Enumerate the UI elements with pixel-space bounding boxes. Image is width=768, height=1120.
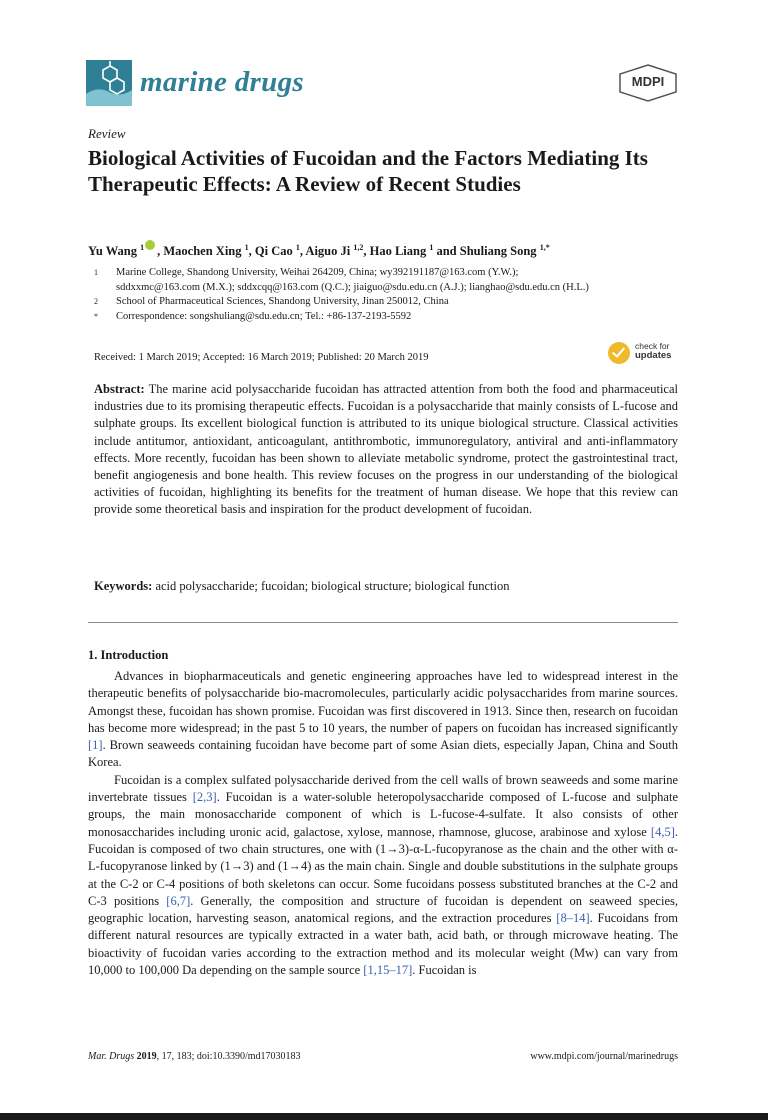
checkmark-icon [608, 342, 630, 364]
abstract [94, 381, 678, 519]
affiliation-row [94, 281, 694, 296]
footer-journal-url[interactable]: www.mdpi.com/journal/marinedrugs [530, 1051, 678, 1062]
article-title: Biological Activities of Fucoidan and the Factors Mediating Its Therapeutic Effects: A Review of Recent Studies [88, 146, 648, 196]
journal-name: marine drugs [140, 66, 304, 98]
affiliation-text: Correspondence: songshuliang@sdu.edu.cn; Tel.: +86-137-2193-5592 [116, 310, 412, 322]
body-text [88, 668, 678, 979]
footer-year: 2019 [136, 1051, 157, 1062]
author-affiliation-mark: 1,* [539, 243, 550, 252]
section-heading: 1. Introduction [88, 648, 169, 662]
affiliation-text: School of Pharmaceutical Sciences, Shandong University, Jinan 250012, China [116, 296, 449, 307]
screen-bottom-bar [0, 1113, 768, 1120]
abstract-label: Abstract: [94, 382, 145, 396]
section-divider [88, 622, 678, 623]
footer-journal-abbrev: Mar. Drugs [88, 1051, 135, 1062]
body-paragraph: Advances in biopharmaceuticals and genetic engineering approaches have led to widespread interest in the therapeutic benefits of polysaccharide bio-macromolecules, particularly acidic polysaccharides from marine sources. Amongst these, fucoidan has shown promise. Fucoidan was first discovered in 1913. Since then, research on fucoidan has become more widespread; in the past 5 to 10 years, the number of papers on fucoidan has increased significantly [1]. Brown seaweeds containing fucoidan have become part of some Asian diets, especially Japan, China and South Korea. [88, 669, 678, 770]
author-name[interactable]: Shuliang Song $^{1,*}$ [459, 243, 550, 259]
keywords-label: Keywords: [94, 579, 153, 593]
check-for-updates-badge[interactable] [608, 341, 678, 367]
check-for-updates-label [635, 341, 685, 361]
keywords-text: acid polysaccharide; fucoidan; biological structure; biological function [155, 579, 510, 593]
affiliation-mark: 2 [94, 297, 98, 306]
keywords [94, 579, 678, 594]
footer-doi: , 17, 183; doi:10.3390/md17030183 [156, 1051, 301, 1062]
publication-dates: Received: 1 March 2019; Accepted: 16 March 2019; Published: 20 March 2019 [94, 352, 429, 363]
affiliation-text: sddxxmc@163.com (M.X.); sddxcqq@163.com (Q.C.); jiaiguo@sdu.edu.cn (A.J.); lianghao@sdu.edu.cn (H.L.) [116, 281, 589, 293]
check-badge-line2: updates [635, 350, 672, 361]
author-affiliation-mark: 1 [429, 243, 434, 252]
body-paragraph: Fucoidan is a complex sulfated polysaccharide derived from the cell walls of brown seaweeds and some marine invertebrate tissues [2,3]. Fucoidan is a water-soluble heteropolysaccharide composed of L-fucose and sulphate groups, the main monosaccharide component of which is L-fucose-4-sulfate. It also consists of other monosaccharides including uronic acid, galactose, xylose, mannose, rhamnose, glucose, arabinose and xylose [4,5]. Fucoidan is composed of two chain structures, one with (1→3)-α-L-fucopyranose as the chain and the other with α-L-fucopyranose linked by (1→3) and (1→4) as the main chain. Single and double substitutions in the sulphate groups at the C-2 or C-4 positions of both skeletons can occur. Some fucoidans possess substituted branches at the C-2 and C-3 positions [6,7]. Generally, the composition and structure of fucoidan is dependent on seaweed species, geographic location, harvesting season, anatomical regions, and the extraction procedures [8–14]. Fucoidans from different natural resources are typically extracted in a water bath, acid bath, or through microwave heating. The bioactivity of fucoidan varies according to the extraction method and its molecular weight (Mw) can vary from 10,000 to 100,000 Da depending on the sample source [1,15–17]. Fucoidan is [88, 772, 679, 978]
citation-link[interactable]: [1] [88, 738, 103, 753]
journal-header [86, 60, 678, 108]
author-list: Yu Wang $^1$ , Maochen Xing $^1$, Qi Cao $^1$, Aiguo Ji $^{1,2}$, Hao Liang $^1$ and Shuliang Song $^{1,*}$ [88, 240, 688, 259]
citation-link[interactable]: [1,15–17] [363, 963, 413, 978]
affiliation-row [94, 310, 694, 325]
affiliation-mark: * [94, 311, 98, 321]
author-name[interactable]: Maochen Xing $^1$ [163, 243, 249, 259]
check-badge-line1: check for [635, 341, 670, 351]
affiliation-row [94, 295, 694, 310]
citation-link[interactable]: [2,3] [192, 790, 217, 805]
citation-link[interactable]: [4,5] [650, 824, 675, 839]
marine-drugs-logo-icon [86, 60, 132, 106]
author-affiliation-mark: 1 [244, 243, 249, 252]
author-name[interactable]: Yu Wang $^1$ [88, 244, 157, 258]
author-affiliation-mark: 1,2 [353, 243, 364, 252]
affiliations [94, 266, 694, 324]
citation-link[interactable]: [6,7] [166, 893, 191, 908]
citation-link[interactable]: [8–14] [556, 911, 590, 926]
author-affiliation-mark: 1 [295, 243, 300, 252]
footer-citation [88, 1051, 301, 1062]
author-name[interactable]: Qi Cao $^1$ [254, 243, 300, 259]
author-name[interactable]: Hao Liang $^1$ [369, 243, 434, 259]
affiliation-mark: 1 [94, 268, 98, 277]
author-affiliation-mark: 1 [140, 243, 145, 252]
article-type: Review [88, 126, 126, 141]
affiliation-row [94, 266, 694, 281]
orcid-icon[interactable] [145, 240, 155, 250]
publisher-name: MDPI [631, 74, 665, 89]
author-name[interactable]: Aiguo Ji $^{1,2}$ [305, 243, 364, 259]
affiliation-text: Marine College, Shandong University, Weihai 264209, China; wy392191187@163.com (Y.W.); [116, 267, 519, 278]
abstract-text: The marine acid polysaccharide fucoidan has attracted attention from both the food and pharmaceutical industries due to its promising therapeutic effects. Fucoidan is a polysaccharide that mainly consists of L-fucose and sulphate groups. Its excellent biological function is attributed to its unique biological structure. Classical activities include antitumor, antioxidant, anticoagulant, antithrombotic, immunoregulatory, antiviral and anti-inflammatory effects. More recently, fucoidan has been shown to alleviate metabolic syndrome, protect the gastrointestinal tract, benefit angiogenesis and bone health. This review focuses on the progress in our understanding of the biological activities of fucoidan, highlighting its benefits for the treatment of human disease. We hope that this review can provide some theoretical basis and inspiration for the product development of fucoidan. [94, 382, 678, 517]
